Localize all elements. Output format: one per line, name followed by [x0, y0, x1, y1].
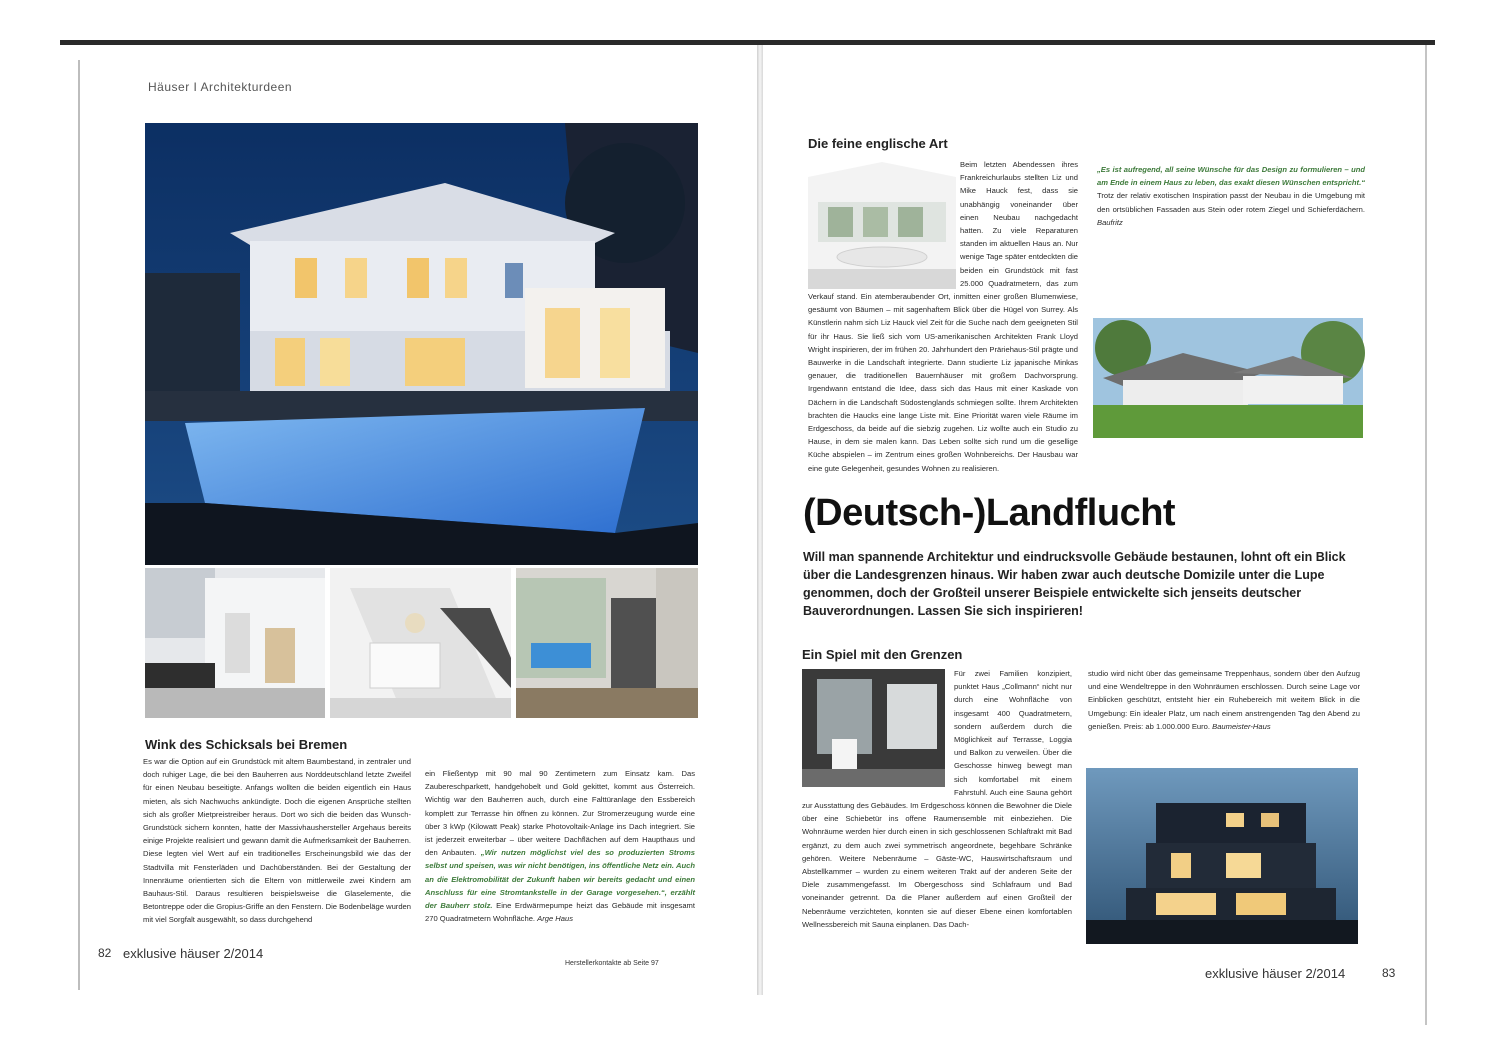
left-page-number: 82	[98, 946, 112, 960]
article-heading-english: Die feine englische Art	[808, 136, 948, 151]
article-english-credit: Baufritz	[1097, 217, 1123, 227]
english-photo-float-spacer	[808, 158, 960, 286]
right-page-number: 83	[1382, 966, 1396, 980]
staircase-illustration	[330, 568, 511, 718]
manufacturer-contacts-note: Herstellerkontakte ab Seite 97	[565, 960, 659, 967]
article-bremen-text-2: ein Fließentyp mit 90 mal 90 Zentimetern zum Einsatz kam. Das Zaubereschparkett, handgehobelt und Gold gekittet, kommt aus Österreich. Wichtig war den Bauherren auch, durch eine Falttüranlage den Essbereich komplett zur Terrasse hin öffnen zu können. Zur Stromerzeugung wurde eine über 3 kWp (Kilowatt Peak) starke Photovoltaik-Anlage ins Dach integriert. Sie ist jederzeit erweiterbar – über weitere Dachflächen auf dem Haupthaus und den Anbauten.	[425, 769, 695, 858]
grenzen-photo-float-spacer	[802, 667, 954, 789]
modern-house-illustration	[1086, 768, 1358, 944]
right-magazine-title: exklusive häuser 2/2014	[1205, 966, 1346, 981]
spread-fold	[757, 45, 763, 995]
article-grenzen-credit: Baumeister-Haus	[1212, 721, 1271, 731]
photo-english-bungalow	[1093, 318, 1363, 438]
bungalow-illustration	[1093, 318, 1363, 438]
article-grenzen-column-2	[1088, 667, 1360, 763]
article-english-column-1	[808, 158, 1078, 473]
article-grenzen-text-2: studio wird nicht über das gemeinsame Treppenhaus, sondern über den Aufzug und eine Wendeltreppe in den Wohnräumen erschlossen. Durch seine Lage vor Einblicken geschützt, entsteht hier ein Ruhebereich mit weitem Blick in die Umgebung: Ein idealer Platz, um nach einem anstrengenden Tag den Abend zu genießen. Preis: ab 1.000.000 Euro.	[1088, 669, 1360, 731]
terrace-illustration	[145, 568, 325, 718]
article-english-quote: „Es ist aufregend, all seine Wünsche für das Design zu formulieren – und am Ende in einem Haus zu leben, das exakt diesen Wünschen entspricht.“	[1097, 165, 1365, 188]
article-english-text-1: Beim letzten Abendessen ihres Frankreichurlaubs stellten Liz und Mike Hauck fest, dass sie unabhängig voneinander über einen Neubau nachgedacht hatten. Zu viele Reparaturen standen im aktuellen Haus an. Nur wenige Tage später entdeckten die beiden ein Grundstück mit fast 25.000 Quadratmetern, das zum Verkauf stand. Ein atemberaubender Ort, inmitten einer großen Blumenwiese, gesäumt von Bäumen – mit sagenhaftem Blick über die Hügel von Surrey. Als Künstlerin nahm sich Liz Hauck viel Zeit für die Suche nach dem geeigneten Stil für ihr Haus. Sie ließ sich vom US-amerikanischen Architekten Frank Lloyd Wright inspirieren, der im frühen 20. Jahrhundert den Präriehaus-Stil prägte und Bauwerke in die Landschaft integrierte. Dann studierte Liz japanische Minkas genauer, die traditionellen Bauernhäuser mit großem Dachvorsprung. Irgendwann entstand die Idee, dass sich das Haus mit einer Kaskade von Dächern in die Landschaft Südostenglands schmiegen sollte. Ihrem Architekten brachten die Haucks eine lange Liste mit. Eine Priorität waren viele Räume im Erdgeschoss, da beide auf die siebzig zugehen. Liz wollte auch ein Studio zu Hause, in dem sie malen kann. Das Leben sollte sich rund um die gesellige Küche abspielen – im Zentrum eines großen Wohnbereichs. Der Hausbau war eine gute Gelegenheit, gesundes Wohnen zu realisieren.	[808, 160, 1078, 473]
left-magazine-title: exklusive häuser 2/2014	[123, 946, 264, 961]
interior-photo-gym	[516, 568, 698, 718]
photo-modern-house-dusk	[1086, 768, 1358, 944]
interior-photo-terrace	[145, 568, 325, 718]
article-bremen-text-1: Es war die Option auf ein Grundstück mit altem Baumbestand, in zentraler und doch ruhiger Lage, die bei den Bauherren aus Norddeutschland letzte Zweifel für einen Neubau beseitigte. Anfangs wollten die beiden eigentlich ein Haus mieten, als sich Nachwuchs ankündigte. Doch die eigenen Ansprüche stellten sich als großer Mietpreistreiber heraus. Dort wo sich die beiden das Wunsch-Grundstück sichern konnten, hatte der Massivhaushersteller Argehaus bereits einige Projekte realisiert und gewann damit die Aufmerksamkeit der Bauherren. Diese legten viel Wert auf ein traditionelles Erscheinungsbild wie das der Stadtvilla mit Fensterläden und Dachüberständen. Bei der Gestaltung der Innenräume orientierten sich die Eltern von mittlerweile zwei Kindern am Bauhaus-Stil. Daraus resultieren beispielsweise die Glaselemente, die Betontreppe oder die Gropius-Griffe an den Fenstern. Die Bodenbeläge wurden mit viel Sorgfalt ausgewählt, so dass durchgehend	[143, 757, 411, 925]
article-heading-bremen: Wink des Schicksals bei Bremen	[145, 737, 348, 752]
article-english-column-2	[1097, 163, 1365, 303]
article-heading-grenzen: Ein Spiel mit den Grenzen	[802, 647, 963, 662]
left-page-edge	[78, 60, 80, 990]
page-top-rule	[60, 40, 1435, 45]
right-page-edge	[1425, 45, 1427, 1025]
feature-title: (Deutsch-)Landflucht	[803, 492, 1176, 534]
article-grenzen-text-1: Für zwei Familien konzipiert, punktet Haus „Collmann“ nicht nur durch eine Wohnfläche von insgesamt 400 Quadratmetern, sondern außerdem durch die Möglichkeit auf Terrasse, Loggia und Balkon zu verweilen. Über die Geschosse hinweg bewegt man sich komfortabel mit einem Fahrstuhl. Auch eine Sauna gehört zur Ausstattung des Gebäudes. Im Erdgeschoss können die Bewohner die Diele über eine Schiebetür ins offene Raumensemble mit einbeziehen. Die Wohnräume werden hier durch einen in sich geschlossenen Schlaftrakt mit Bad ergänzt, zu dem auch zwei symmetrisch angeordnete, begehbare Schränke gehören. Weitere Nebenräume – Gäste-WC, Hauswirtschaftsraum und Abstellkammer – wurden zu einem weiteren Trakt auf der anderen Seite der Diele zusammengefasst. Im Obergeschoss sind Schlafraum und Bad voneinander getrennt. Da die Planer außerdem auf einen Großteil der Nebenräume verzichteten, konnten sie auf dieser Ebene einen komfortablen Wellnessbereich mit Sauna einplanen. Das Dach-	[802, 669, 1072, 929]
article-bremen-column-2	[425, 767, 695, 939]
article-bremen-credit: Arge Haus	[537, 914, 574, 924]
feature-lede: Will man spannende Architektur und eindrucksvolle Gebäude bestaunen, lohnt oft ein Blick über die Landesgrenzen hinaus. Wir haben zwar auch deutsche Domizile unter die Lupe genommen, doch der Großteil unserer Beispiele entwickelte sich jenseits deutscher Bauverordnungen. Lassen Sie sich inspirieren!	[803, 550, 1346, 618]
hero-photo-villa-pool	[145, 123, 698, 565]
interior-photo-staircase	[330, 568, 511, 718]
article-grenzen-column-1	[802, 667, 1072, 952]
article-bremen-quote: „Wir nutzen möglichst viel des so produzierten Stroms selbst und speisen, was wir nicht benötigen, ins öffentliche Netz ein. Auch an die Elektromobilität der Zukunft haben wir bereits gedacht und einen Anschluss für eine Stromtankstelle in der Garage vorgesehen.“, erzählt der Bauherr stolz.	[425, 848, 695, 911]
article-bremen-text-2-end: Eine Erdwärmepumpe heizt das Gebäude mit insgesamt 270 Quadratmetern Wohnfläche.	[425, 901, 695, 924]
section-running-header: Häuser I Architekturdeen	[148, 80, 293, 94]
article-bremen-column-1	[143, 755, 411, 935]
villa-night-illustration	[145, 123, 698, 565]
gym-illustration	[516, 568, 698, 718]
article-english-text-2-end: Trotz der relativ exotischen Inspiration passt der Neubau in die Umgebung mit den ortsüblichen Fassaden aus Stein oder rotem Ziegel und Schieferdächern.	[1097, 191, 1365, 214]
